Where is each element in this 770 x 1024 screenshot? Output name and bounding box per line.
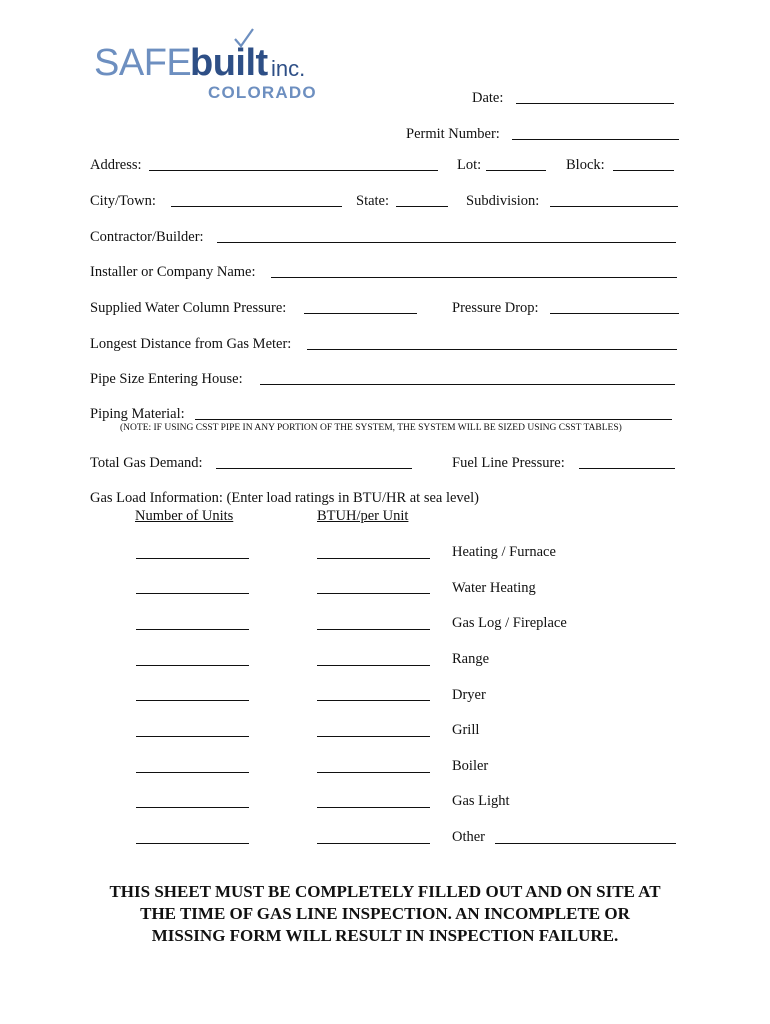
appliance-label: Grill: [452, 722, 480, 738]
permit-number-field[interactable]: [512, 139, 679, 140]
units-field[interactable]: [136, 843, 249, 844]
block-label: Block:: [566, 157, 605, 173]
lot-field[interactable]: [486, 170, 546, 171]
state-label: State:: [356, 193, 390, 209]
pipe-size-label: Pipe Size Entering House:: [90, 371, 243, 387]
appliance-label: Dryer: [452, 687, 486, 703]
warning-line-2: THE TIME OF GAS LINE INSPECTION. AN INCOMPLETE OR: [140, 904, 630, 923]
longest-distance-label: Longest Distance from Gas Meter:: [90, 336, 292, 352]
installer-field[interactable]: [271, 277, 677, 278]
units-field[interactable]: [136, 700, 249, 701]
other-description-field[interactable]: [495, 843, 676, 844]
date-label: Date:: [472, 90, 504, 106]
subdivision-field[interactable]: [550, 206, 678, 207]
total-gas-demand-label: Total Gas Demand:: [90, 455, 203, 471]
logo-inc-text: inc.: [271, 56, 306, 81]
appliance-label: Heating / Furnace: [452, 544, 556, 560]
state-field[interactable]: [396, 206, 448, 207]
btuh-field[interactable]: [317, 700, 430, 701]
block-field[interactable]: [613, 170, 674, 171]
piping-material-field[interactable]: [195, 419, 672, 420]
logo-region-text: COLORADO: [208, 83, 317, 102]
appliance-label: Gas Light: [452, 793, 510, 809]
longest-distance-field[interactable]: [307, 349, 677, 350]
units-field[interactable]: [136, 593, 249, 594]
logo-safe-text: SAFE: [94, 42, 192, 84]
appliance-label: Other: [452, 829, 486, 845]
pipe-size-field[interactable]: [260, 384, 675, 385]
units-column-header: Number of Units: [135, 508, 234, 524]
total-gas-demand-field[interactable]: [216, 468, 412, 469]
btuh-column-header: BTUH/per Unit: [317, 508, 409, 524]
checkmark-icon: [232, 26, 256, 50]
btuh-field[interactable]: [317, 772, 430, 773]
subdivision-label: Subdivision:: [466, 193, 540, 209]
address-label: Address:: [90, 157, 142, 173]
units-field[interactable]: [136, 665, 249, 666]
btuh-field[interactable]: [317, 807, 430, 808]
pressure-drop-field[interactable]: [550, 313, 679, 314]
contractor-field[interactable]: [217, 242, 676, 243]
permit-number-label: Permit Number:: [406, 126, 500, 142]
contractor-label: Contractor/Builder:: [90, 229, 204, 245]
gas-load-heading: Gas Load Information: (Enter load ratings in BTU/HR at sea level): [90, 490, 479, 506]
btuh-field[interactable]: [317, 593, 430, 594]
warning-line-3: MISSING FORM WILL RESULT IN INSPECTION FAILURE.: [151, 926, 619, 945]
appliance-label: Boiler: [452, 758, 489, 774]
btuh-field[interactable]: [317, 665, 430, 666]
btuh-field[interactable]: [317, 558, 430, 559]
warning-line-1: THIS SHEET MUST BE COMPLETELY FILLED OUT AND ON SITE AT: [109, 882, 661, 901]
pressure-drop-label: Pressure Drop:: [452, 300, 539, 316]
address-field[interactable]: [149, 170, 438, 171]
logo-built-text: built: [190, 42, 268, 84]
fuel-line-pressure-field[interactable]: [579, 468, 675, 469]
appliance-label: Water Heating: [452, 580, 536, 596]
water-column-field[interactable]: [304, 313, 417, 314]
units-field[interactable]: [136, 558, 249, 559]
btuh-field[interactable]: [317, 736, 430, 737]
installer-label: Installer or Company Name:: [90, 264, 256, 280]
piping-material-label: Piping Material:: [90, 406, 185, 422]
water-column-label: Supplied Water Column Pressure:: [90, 300, 287, 316]
city-town-label: City/Town:: [90, 193, 156, 209]
appliance-label: Range: [452, 651, 490, 667]
lot-label: Lot:: [457, 157, 482, 173]
appliance-label: Gas Log / Fireplace: [452, 615, 567, 631]
btuh-field[interactable]: [317, 843, 430, 844]
csst-note: (NOTE: IF USING CSST PIPE IN ANY PORTION OF THE SYSTEM, THE SYSTEM WILL BE SIZED USING CSST TABLES): [120, 423, 622, 433]
units-field[interactable]: [136, 736, 249, 737]
fuel-line-pressure-label: Fuel Line Pressure:: [452, 455, 565, 471]
date-field[interactable]: [516, 103, 674, 104]
units-field[interactable]: [136, 629, 249, 630]
inspection-warning: [0, 881, 770, 947]
city-town-field[interactable]: [171, 206, 342, 207]
units-field[interactable]: [136, 772, 249, 773]
units-field[interactable]: [136, 807, 249, 808]
btuh-field[interactable]: [317, 629, 430, 630]
